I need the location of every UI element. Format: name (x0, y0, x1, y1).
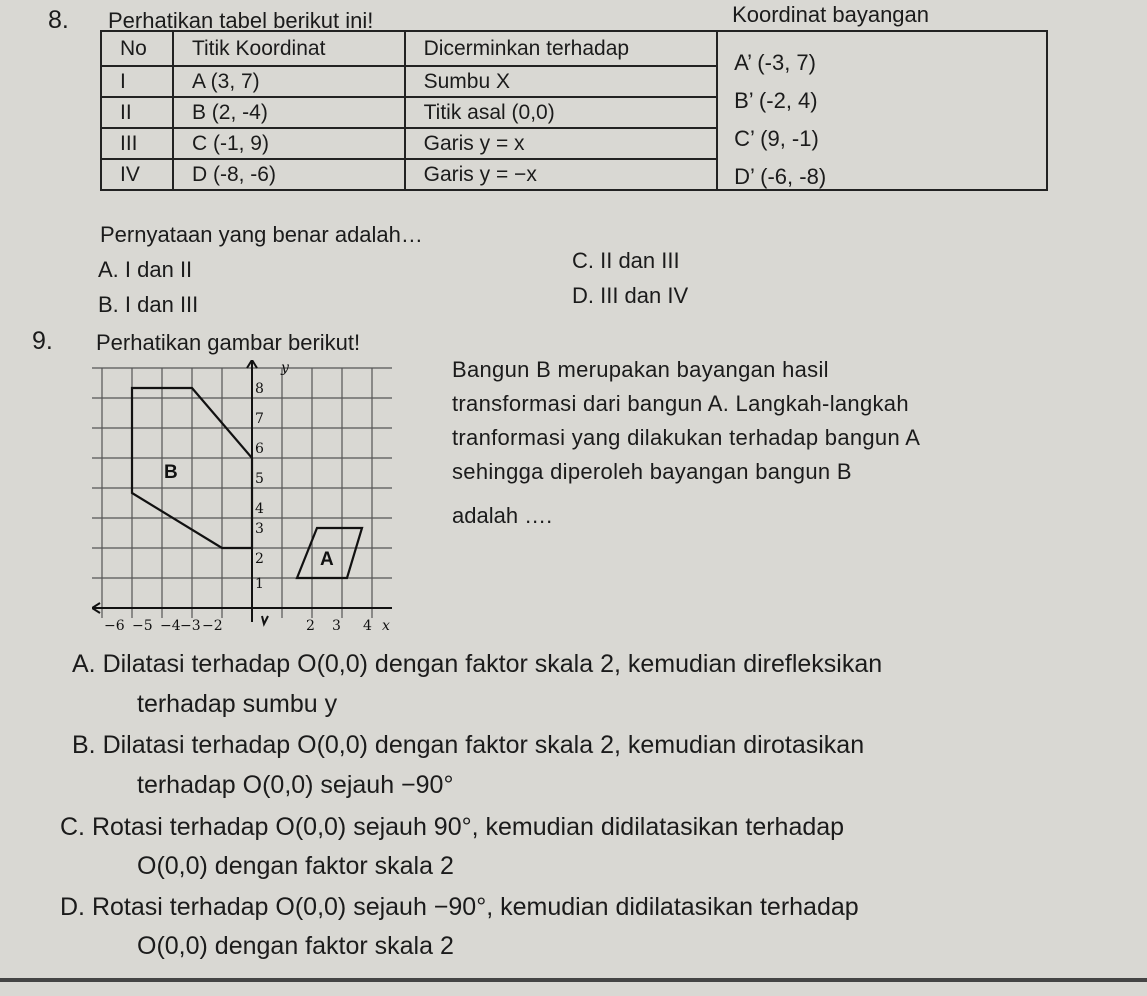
transformation-graph (92, 360, 400, 635)
q9-option-a-cont: terhadap sumbu y (137, 690, 338, 718)
image-c: C’ (9, -1) (734, 126, 819, 151)
image-a: A’ (-3, 7) (734, 50, 816, 75)
row2-mirror: Titik asal (0,0) (405, 97, 717, 128)
shape-b-label: B (164, 462, 178, 483)
q9-option-d[interactable]: D. Rotasi terhadap O(0,0) sejauh −90°, kemudian didilatasikan terhadap (60, 893, 859, 921)
q9-text-1: Bangun B merupakan bayangan hasil (452, 357, 829, 382)
y-tick-8: 8 (255, 381, 264, 397)
y-tick-4: 4 (255, 501, 264, 517)
x-tick-4: 4 (363, 618, 372, 634)
q9-option-d-cont: O(0,0) dengan faktor skala 2 (137, 932, 454, 960)
x-tick-2: 2 (306, 618, 315, 634)
page-bottom-edge (0, 978, 1147, 982)
row2-no: II (101, 97, 173, 128)
q8-question: Pernyataan yang benar adalah… (100, 222, 423, 247)
header-mirror: Dicerminkan terhadap (405, 31, 717, 66)
row1-no: I (101, 66, 173, 97)
q9-text-4: sehingga diperoleh bayangan bangun B (452, 459, 852, 484)
q9-option-b-cont: terhadap O(0,0) sejauh −90° (137, 771, 454, 799)
q9-text-3: tranformasi yang dilakukan terhadap bangun A (452, 425, 921, 450)
x-tick-3: 3 (332, 618, 341, 634)
y-tick-2: 2 (255, 551, 264, 567)
row4-point: D (-8, -6) (173, 159, 405, 190)
q9-option-c-cont: O(0,0) dengan faktor skala 2 (137, 852, 454, 880)
q8-option-b[interactable]: B. I dan III (98, 292, 199, 317)
y-tick-1: 1 (255, 576, 264, 592)
q8-option-a[interactable]: A. I dan II (98, 257, 193, 282)
q9-number: 9. (32, 327, 53, 355)
q9-text-5: adalah …. (452, 503, 553, 528)
row3-point: C (-1, 9) (173, 128, 405, 159)
q9-option-c[interactable]: C. Rotasi terhadap O(0,0) sejauh 90°, kemudian didilatasikan terhadap (60, 813, 845, 841)
q8-intro: Perhatikan tabel berikut ini! (108, 8, 374, 33)
q8-option-c[interactable]: C. II dan III (572, 248, 680, 273)
y-axis-label: y (281, 360, 289, 376)
header-point: Titik Koordinat (173, 31, 405, 66)
row1-point: A (3, 7) (173, 66, 405, 97)
y-tick-3: 3 (255, 521, 264, 537)
row4-mirror: Garis y = −x (405, 159, 717, 190)
q9-intro: Perhatikan gambar berikut! (96, 330, 361, 355)
x-tick-neg3: −3 (180, 618, 201, 634)
x-tick-neg5: −5 (132, 618, 153, 634)
axes (92, 360, 392, 624)
q8-number: 8. (48, 6, 69, 34)
row3-mirror: Garis y = x (405, 128, 717, 159)
image-d: D’ (-6, -8) (734, 164, 827, 189)
q9-option-b[interactable]: B. Dilatasi terhadap O(0,0) dengan faktor skala 2, kemudian dirotasikan (72, 731, 865, 759)
q8-option-d[interactable]: D. III dan IV (572, 283, 689, 308)
y-tick-5: 5 (255, 471, 264, 487)
row3-no: III (101, 128, 173, 159)
shape-a-label: A (320, 549, 334, 570)
row1-mirror: Sumbu X (405, 66, 717, 97)
image-b: B’ (-2, 4) (734, 88, 818, 113)
y-tick-6: 6 (255, 441, 264, 457)
x-tick-neg6: −6 (104, 618, 125, 634)
x-tick-neg2: −2 (202, 618, 223, 634)
row4-no: IV (101, 159, 173, 190)
x-tick-neg4: −4 (160, 618, 181, 634)
q9-option-a[interactable]: A. Dilatasi terhadap O(0,0) dengan faktor skala 2, kemudian direfleksikan (72, 650, 883, 678)
images-column (717, 2, 1047, 190)
row2-point: B (2, -4) (173, 97, 405, 128)
header-image: Koordinat bayangan (732, 2, 930, 27)
y-tick-7: 7 (255, 411, 264, 427)
q9-text-2: transformasi dari bangun A. Langkah-langkah (452, 391, 909, 416)
x-axis-label: x (382, 618, 390, 634)
header-no: No (101, 31, 173, 66)
